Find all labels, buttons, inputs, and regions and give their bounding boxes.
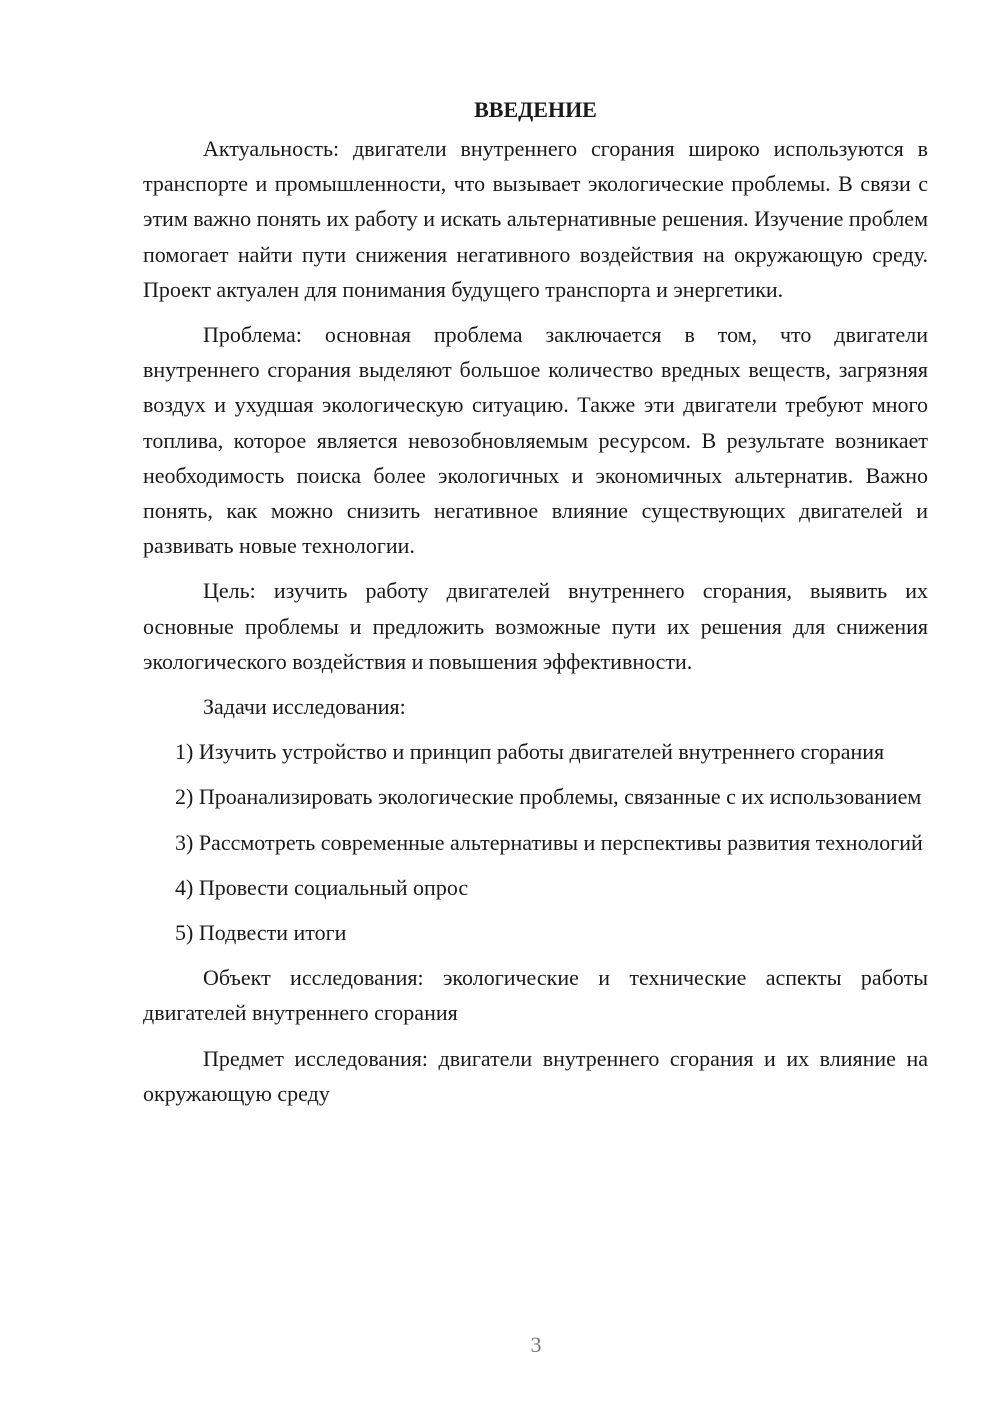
task-item-5: 5) Подвести итоги	[175, 920, 347, 946]
paragraph-problem: Проблема: основная проблема заключается в том, что двигатели внутреннего сгорания выделяют большое количество вредных веществ, загрязняя воздух и ухудшая экологическую ситуацию. Также эти двигатели требуют много топлива, которое является невозобновляемым ресурсом. В результате возникает необходимость поиска более экологичных и экономичных альтернатив. Важно понять, как можно снизить негативное влияние существующих двигателей и развивать новые технологии.	[143, 322, 928, 559]
paragraph-relevance: Актуальность: двигатели внутреннего сгорания широко используются в транспорте и промышленности, что вызывает экологические проблемы. В связи с этим важно понять их работу и искать альтернативные решения. Изучение проблем помогает найти пути снижения негативного воздействия на окружающую среду. Проект актуален для понимания будущего транспорта и энергетики.	[143, 136, 928, 302]
paragraph-subject: Предмет исследования: двигатели внутреннего сгорания и их влияние на окружающую среду	[143, 1045, 928, 1106]
task-item-1: 1) Изучить устройство и принцип работы двигателей внутреннего сгорания	[175, 739, 885, 765]
tasks-heading: Задачи исследования:	[203, 694, 406, 720]
page-title: ВВЕДЕНИЕ	[474, 97, 597, 122]
paragraph-object: Объект исследования: экологические и технические аспекты работы двигателей внутреннего сгорания	[143, 965, 928, 1026]
paragraph-goal: Цель: изучить работу двигателей внутреннего сгорания, выявить их основные проблемы и предложить возможные пути их решения для снижения экологического воздействия и повышения эффективности.	[143, 578, 928, 674]
document-page	[143, 92, 928, 1121]
task-item-3: 3) Рассмотреть современные альтернативы и перспективы развития технологий	[175, 829, 923, 855]
task-item-2: 2) Проанализировать экологические проблемы, связанные с их использованием	[175, 784, 922, 810]
page-number: 3	[530, 1332, 542, 1357]
task-item-4: 4) Провести социальный опрос	[175, 874, 469, 900]
